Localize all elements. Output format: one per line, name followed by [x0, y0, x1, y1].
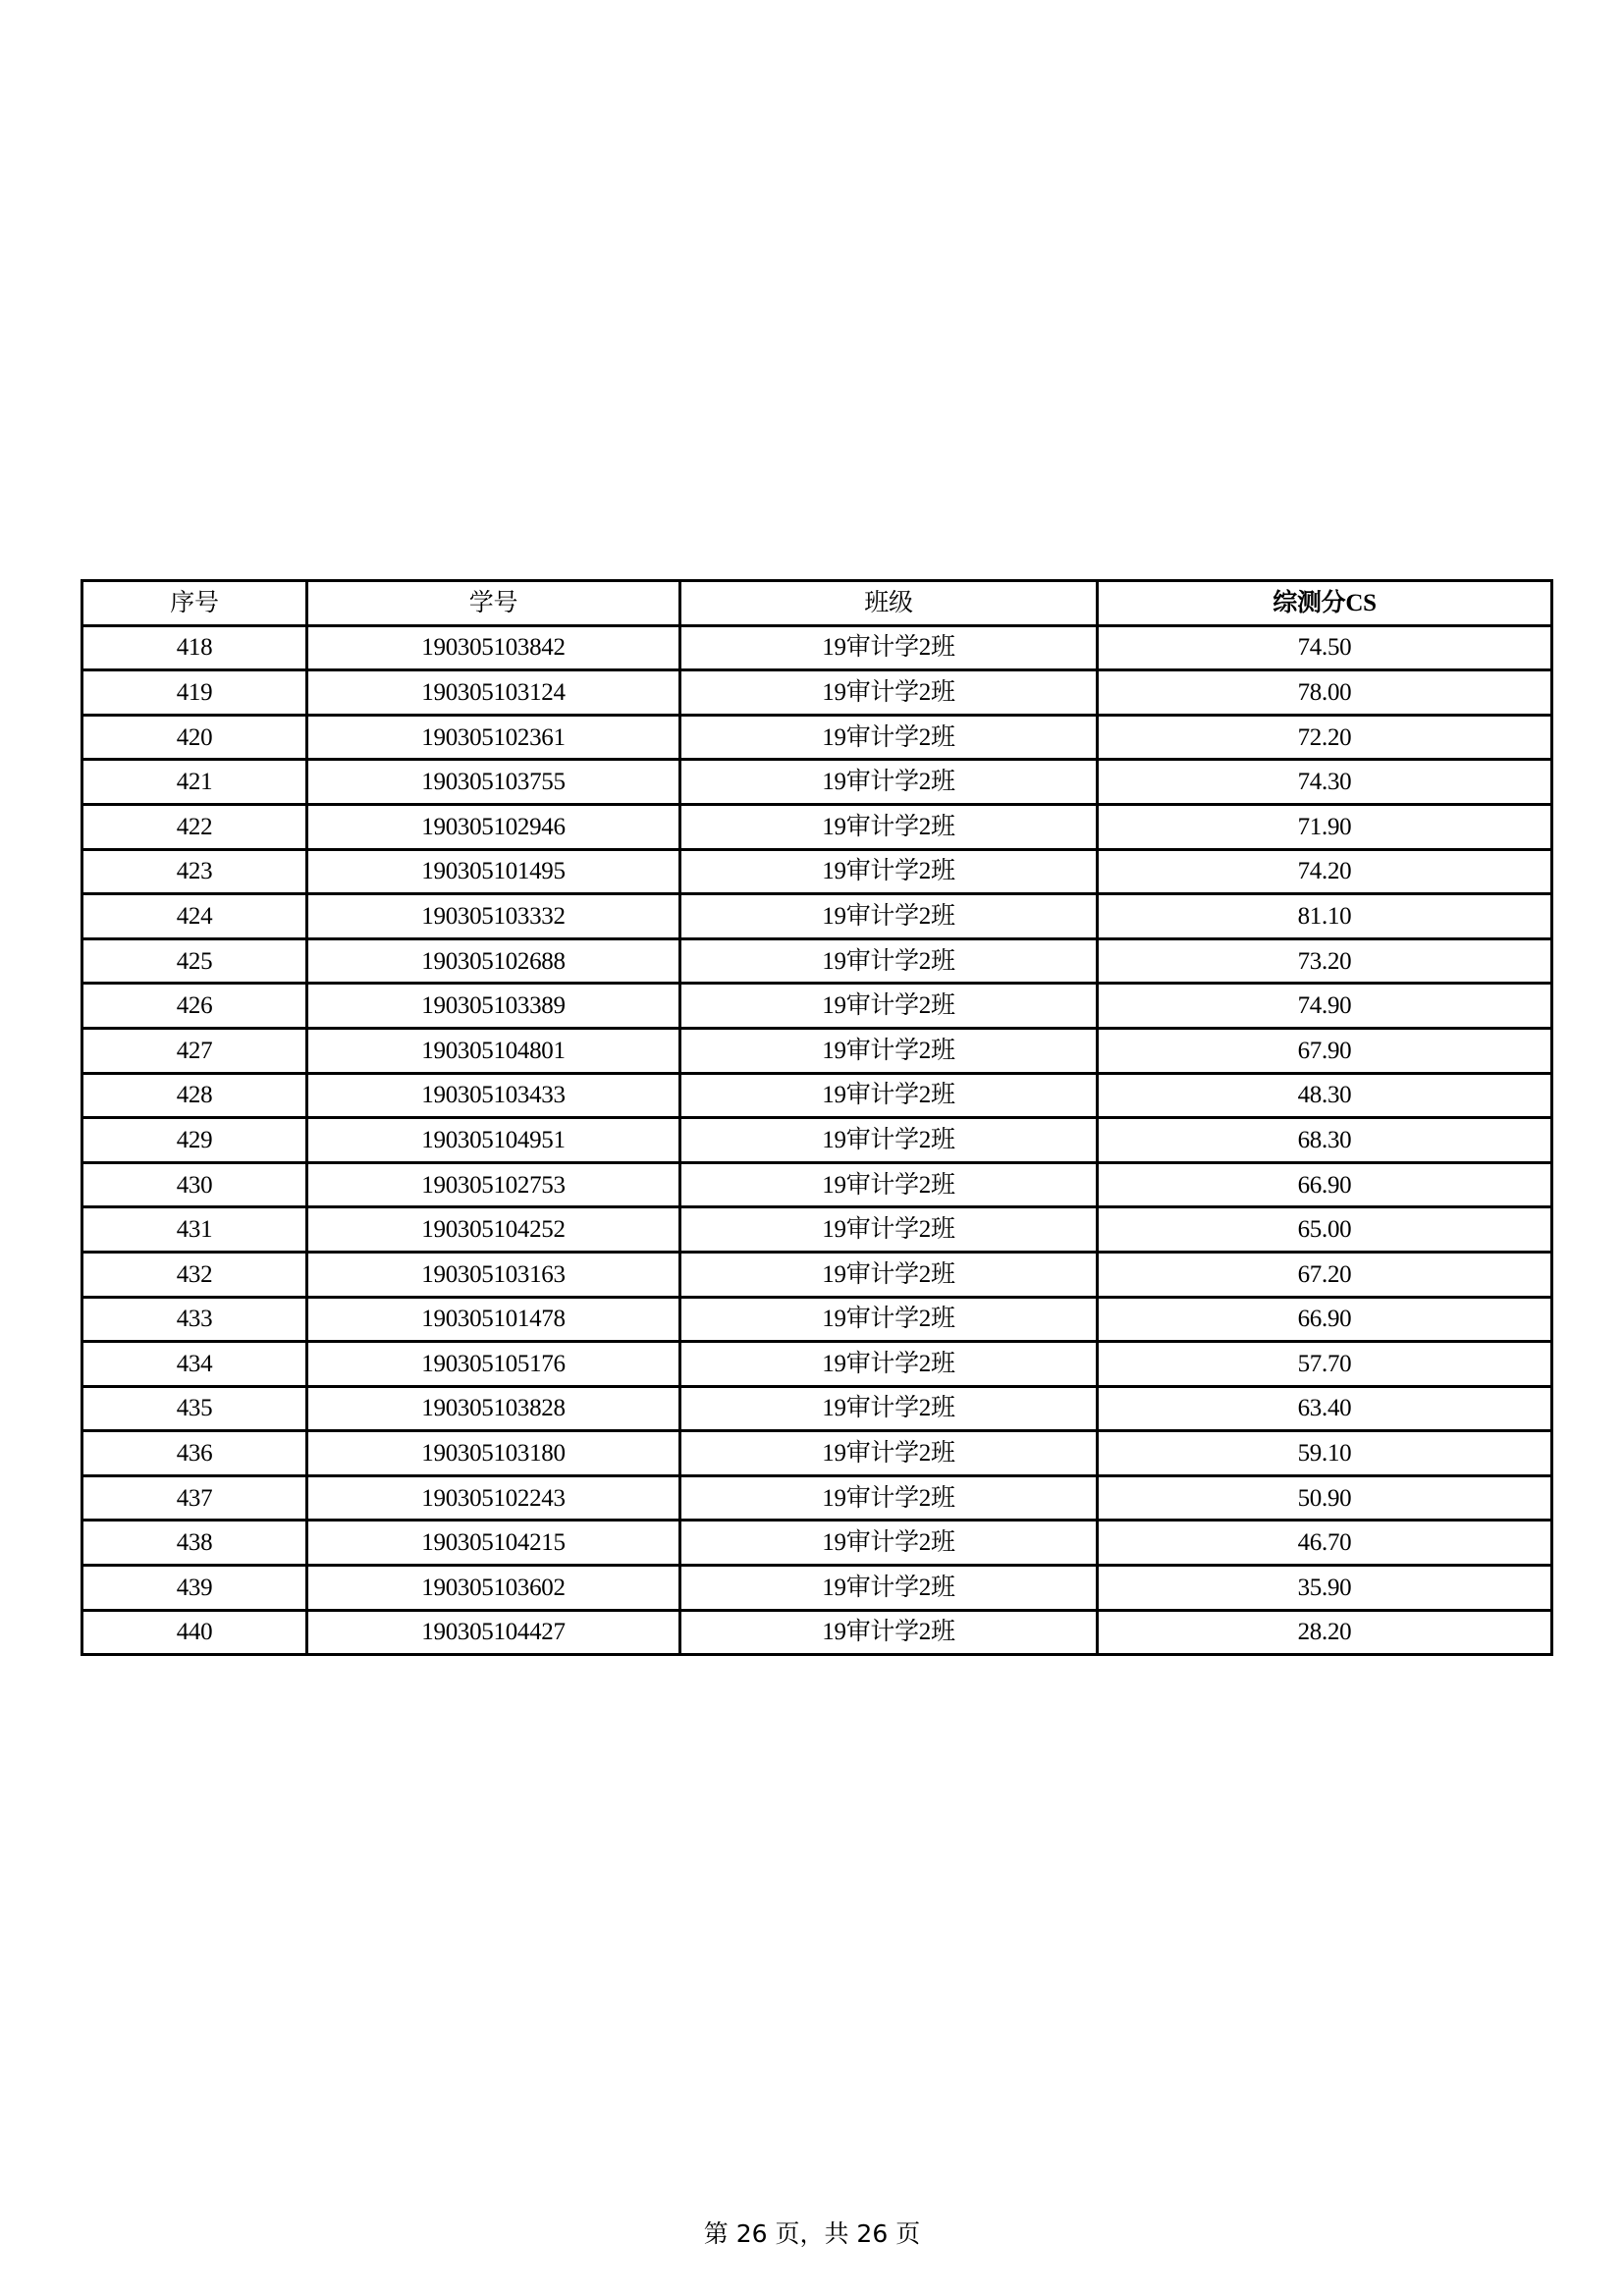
cell-score: 67.90: [1098, 1028, 1552, 1073]
cell-student-id: 190305104801: [307, 1028, 680, 1073]
cell-class: 19审计学2班: [680, 670, 1098, 716]
table-row: [82, 1207, 1552, 1253]
cell-student-id: 190305103755: [307, 760, 680, 805]
cell-student-id: 190305102753: [307, 1162, 680, 1207]
cell-score: 35.90: [1098, 1566, 1552, 1611]
cell-student-id: 190305103332: [307, 894, 680, 939]
cell-class: 19审计学2班: [680, 760, 1098, 805]
header-score: 综测分CS: [1098, 581, 1552, 626]
cell-seq: 431: [82, 1207, 307, 1253]
cell-seq: 422: [82, 804, 307, 849]
table-row: [82, 715, 1552, 760]
header-student-id: 学号: [307, 581, 680, 626]
cell-class: 19审计学2班: [680, 1431, 1098, 1476]
cell-score: 66.90: [1098, 1297, 1552, 1342]
cell-score: 81.10: [1098, 894, 1552, 939]
cell-class: 19审计学2班: [680, 1521, 1098, 1566]
table-row: [82, 1162, 1552, 1207]
cell-score: 67.20: [1098, 1252, 1552, 1297]
cell-seq: 438: [82, 1521, 307, 1566]
cell-class: 19审计学2班: [680, 715, 1098, 760]
cell-score: 73.20: [1098, 938, 1552, 984]
cell-seq: 437: [82, 1475, 307, 1521]
cell-score: 66.90: [1098, 1162, 1552, 1207]
cell-score: 28.20: [1098, 1610, 1552, 1655]
cell-student-id: 190305103842: [307, 625, 680, 670]
table-row: [82, 1073, 1552, 1118]
cell-seq: 436: [82, 1431, 307, 1476]
cell-student-id: 190305103180: [307, 1431, 680, 1476]
table-row: [82, 670, 1552, 716]
header-seq: 序号: [82, 581, 307, 626]
cell-student-id: 190305103602: [307, 1566, 680, 1611]
cell-seq: 426: [82, 984, 307, 1029]
cell-class: 19审计学2班: [680, 1297, 1098, 1342]
cell-score: 65.00: [1098, 1207, 1552, 1253]
cell-seq: 430: [82, 1162, 307, 1207]
table-body: [82, 625, 1552, 1655]
cell-class: 19审计学2班: [680, 1028, 1098, 1073]
cell-student-id: 190305104252: [307, 1207, 680, 1253]
cell-score: 59.10: [1098, 1431, 1552, 1476]
cell-score: 74.30: [1098, 760, 1552, 805]
cell-seq: 432: [82, 1252, 307, 1297]
cell-score: 71.90: [1098, 804, 1552, 849]
table-row: [82, 1342, 1552, 1387]
cell-seq: 423: [82, 849, 307, 894]
cell-score: 74.90: [1098, 984, 1552, 1029]
cell-student-id: 190305104427: [307, 1610, 680, 1655]
cell-class: 19审计学2班: [680, 625, 1098, 670]
cell-class: 19审计学2班: [680, 984, 1098, 1029]
cell-class: 19审计学2班: [680, 938, 1098, 984]
table-row: [82, 1028, 1552, 1073]
table-row: [82, 1252, 1552, 1297]
cell-student-id: 190305103124: [307, 670, 680, 716]
page-number: 第 26 页，共 26 页: [703, 2219, 921, 2248]
cell-seq: 427: [82, 1028, 307, 1073]
cell-seq: 433: [82, 1297, 307, 1342]
table-row: [82, 1431, 1552, 1476]
cell-class: 19审计学2班: [680, 1207, 1098, 1253]
cell-seq: 434: [82, 1342, 307, 1387]
cell-score: 46.70: [1098, 1521, 1552, 1566]
cell-seq: 428: [82, 1073, 307, 1118]
table-row: [82, 938, 1552, 984]
table-row: [82, 894, 1552, 939]
score-table: [81, 579, 1553, 1656]
cell-class: 19审计学2班: [680, 1252, 1098, 1297]
table-row: [82, 760, 1552, 805]
table-row: [82, 1521, 1552, 1566]
cell-student-id: 190305103828: [307, 1386, 680, 1431]
cell-student-id: 190305101495: [307, 849, 680, 894]
cell-seq: 435: [82, 1386, 307, 1431]
table-header: [82, 581, 1552, 626]
cell-seq: 419: [82, 670, 307, 716]
table-row: [82, 1297, 1552, 1342]
cell-class: 19审计学2班: [680, 894, 1098, 939]
cell-student-id: 190305101478: [307, 1297, 680, 1342]
table-row: [82, 1475, 1552, 1521]
cell-score: 68.30: [1098, 1118, 1552, 1163]
cell-seq: 425: [82, 938, 307, 984]
table-row: [82, 1566, 1552, 1611]
cell-score: 72.20: [1098, 715, 1552, 760]
table-row: [82, 984, 1552, 1029]
cell-student-id: 190305102361: [307, 715, 680, 760]
cell-class: 19审计学2班: [680, 1475, 1098, 1521]
cell-student-id: 190305103163: [307, 1252, 680, 1297]
header-class: 班级: [680, 581, 1098, 626]
cell-student-id: 190305104951: [307, 1118, 680, 1163]
cell-student-id: 190305105176: [307, 1342, 680, 1387]
cell-score: 78.00: [1098, 670, 1552, 716]
cell-seq: 439: [82, 1566, 307, 1611]
cell-student-id: 190305103389: [307, 984, 680, 1029]
cell-class: 19审计学2班: [680, 1610, 1098, 1655]
cell-student-id: 190305103433: [307, 1073, 680, 1118]
cell-student-id: 190305102946: [307, 804, 680, 849]
cell-class: 19审计学2班: [680, 1162, 1098, 1207]
cell-score: 57.70: [1098, 1342, 1552, 1387]
cell-score: 63.40: [1098, 1386, 1552, 1431]
cell-seq: 421: [82, 760, 307, 805]
cell-class: 19审计学2班: [680, 1386, 1098, 1431]
cell-seq: 420: [82, 715, 307, 760]
cell-score: 74.50: [1098, 625, 1552, 670]
cell-class: 19审计学2班: [680, 1073, 1098, 1118]
cell-score: 48.30: [1098, 1073, 1552, 1118]
cell-class: 19审计学2班: [680, 849, 1098, 894]
cell-score: 50.90: [1098, 1475, 1552, 1521]
table-row: [82, 849, 1552, 894]
table-row: [82, 1118, 1552, 1163]
cell-seq: 429: [82, 1118, 307, 1163]
cell-class: 19审计学2班: [680, 804, 1098, 849]
table-row: [82, 1610, 1552, 1655]
table-row: [82, 804, 1552, 849]
cell-seq: 418: [82, 625, 307, 670]
table-row: [82, 625, 1552, 670]
cell-class: 19审计学2班: [680, 1118, 1098, 1163]
cell-score: 74.20: [1098, 849, 1552, 894]
cell-class: 19审计学2班: [680, 1342, 1098, 1387]
cell-student-id: 190305102688: [307, 938, 680, 984]
table-row: [82, 1386, 1552, 1431]
cell-student-id: 190305104215: [307, 1521, 680, 1566]
header-row: [82, 581, 1552, 626]
cell-seq: 440: [82, 1610, 307, 1655]
cell-class: 19审计学2班: [680, 1566, 1098, 1611]
cell-seq: 424: [82, 894, 307, 939]
cell-student-id: 190305102243: [307, 1475, 680, 1521]
